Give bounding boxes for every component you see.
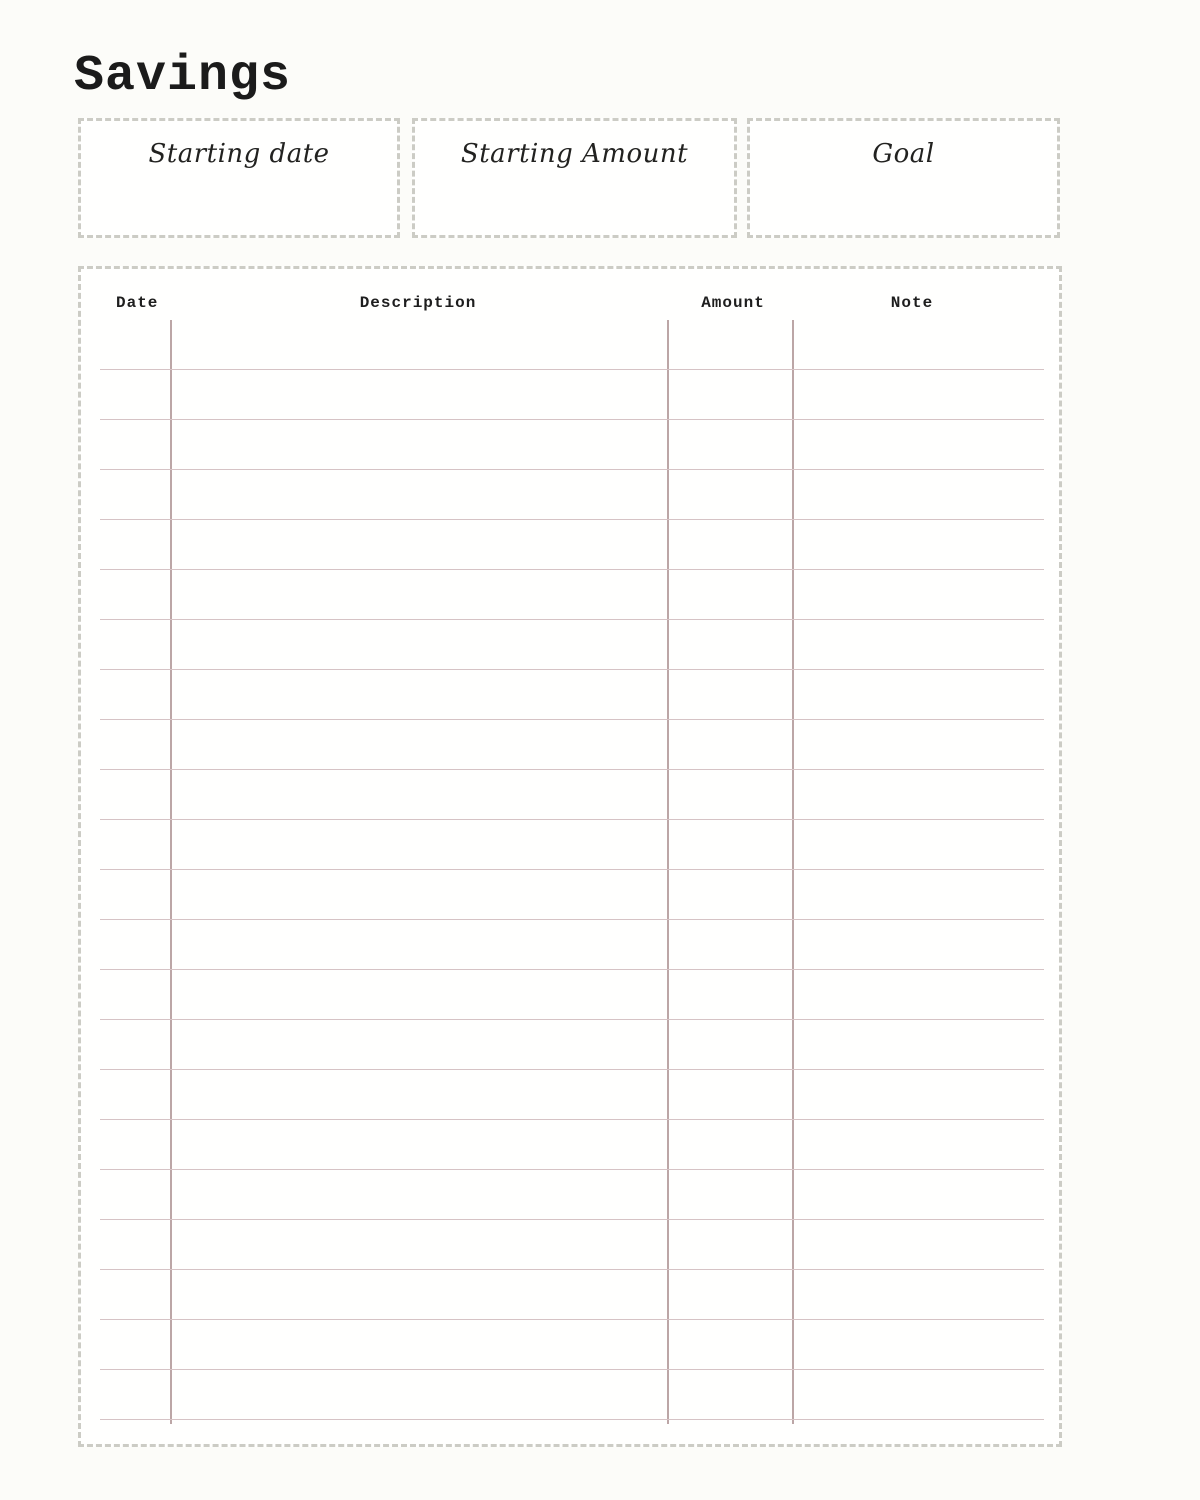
table-row [100,620,1044,670]
cell-description[interactable] [170,820,667,869]
cell-amount[interactable] [667,420,792,469]
cell-amount[interactable] [667,1120,792,1169]
cell-date[interactable] [100,1370,170,1419]
table-row [100,670,1044,720]
cell-note[interactable] [792,1270,1044,1319]
cell-date[interactable] [100,670,170,719]
cell-description[interactable] [170,770,667,819]
cell-description[interactable] [170,720,667,769]
cell-description[interactable] [170,1120,667,1169]
cell-description[interactable] [170,970,667,1019]
table-row [100,520,1044,570]
column-header-date: Date [116,294,159,312]
cell-description[interactable] [170,1370,667,1419]
cell-description[interactable] [170,1070,667,1119]
table-row [100,370,1044,420]
savings-table [78,266,1062,1447]
cell-date[interactable] [100,520,170,569]
cell-amount[interactable] [667,1020,792,1069]
cell-note[interactable] [792,1020,1044,1069]
column-header-amount: Amount [701,294,765,312]
cell-amount[interactable] [667,1370,792,1419]
cell-note[interactable] [792,820,1044,869]
table-row [100,570,1044,620]
cell-note[interactable] [792,770,1044,819]
cell-description[interactable] [170,670,667,719]
table-row [100,870,1044,920]
cell-date[interactable] [100,870,170,919]
cell-date[interactable] [100,820,170,869]
goal-field[interactable] [747,118,1060,238]
cell-note[interactable] [792,1070,1044,1119]
cell-description[interactable] [170,1270,667,1319]
table-row [100,320,1044,370]
table-row [100,420,1044,470]
cell-date[interactable] [100,1270,170,1319]
cell-amount[interactable] [667,970,792,1019]
cell-date[interactable] [100,970,170,1019]
cell-description[interactable] [170,570,667,619]
starting-amount-field[interactable] [412,118,737,238]
cell-description[interactable] [170,1220,667,1269]
cell-description[interactable] [170,1020,667,1069]
cell-description[interactable] [170,1170,667,1219]
cell-amount[interactable] [667,1070,792,1119]
cell-description[interactable] [170,920,667,969]
cell-amount[interactable] [667,520,792,569]
cell-date[interactable] [100,1170,170,1219]
cell-date[interactable] [100,1320,170,1369]
cell-amount[interactable] [667,870,792,919]
table-row [100,820,1044,870]
cell-date[interactable] [100,320,170,369]
cell-amount[interactable] [667,320,792,369]
table-row [100,470,1044,520]
cell-amount[interactable] [667,370,792,419]
starting-date-field[interactable] [78,118,400,238]
starting-date-label: Starting date [148,139,330,169]
cell-description[interactable] [170,420,667,469]
page-title: Savings [74,48,292,105]
cell-note[interactable] [792,670,1044,719]
cell-note[interactable] [792,1120,1044,1169]
cell-date[interactable] [100,920,170,969]
cell-date[interactable] [100,470,170,519]
table-row [100,770,1044,820]
starting-amount-label: Starting Amount [460,139,689,169]
cell-note[interactable] [792,620,1044,669]
table-row [100,1120,1044,1170]
cell-amount[interactable] [667,770,792,819]
goal-label: Goal [872,139,935,169]
table-row [100,1320,1044,1370]
cell-description[interactable] [170,520,667,569]
cell-amount[interactable] [667,570,792,619]
table-row [100,1270,1044,1320]
table-row [100,720,1044,770]
table-row [100,1370,1044,1420]
column-header-note: Note [890,294,934,312]
cell-date[interactable] [100,1220,170,1269]
table-row [100,1170,1044,1220]
cell-note[interactable] [792,370,1044,419]
cell-date[interactable] [100,1020,170,1069]
table-row [100,920,1044,970]
cell-note[interactable] [792,920,1044,969]
cell-description[interactable] [170,620,667,669]
cell-date[interactable] [100,1070,170,1119]
cell-note[interactable] [792,1370,1044,1419]
cell-amount[interactable] [667,670,792,719]
cell-date[interactable] [100,570,170,619]
cell-amount[interactable] [667,720,792,769]
cell-description[interactable] [170,370,667,419]
cell-amount[interactable] [667,1320,792,1369]
cell-amount[interactable] [667,620,792,669]
table-rows [100,320,1044,1420]
cell-note[interactable] [792,470,1044,519]
cell-date[interactable] [100,370,170,419]
cell-date[interactable] [100,620,170,669]
cell-note[interactable] [792,720,1044,769]
cell-note[interactable] [792,1170,1044,1219]
cell-description[interactable] [170,320,667,369]
cell-note[interactable] [792,570,1044,619]
cell-description[interactable] [170,470,667,519]
cell-date[interactable] [100,420,170,469]
cell-note[interactable] [792,970,1044,1019]
table-row [100,1070,1044,1120]
cell-note[interactable] [792,1320,1044,1369]
cell-amount[interactable] [667,820,792,869]
table-row [100,1220,1044,1270]
cell-date[interactable] [100,770,170,819]
cell-amount[interactable] [667,1170,792,1219]
column-header-description: Description [359,294,477,312]
cell-date[interactable] [100,720,170,769]
table-row [100,1020,1044,1070]
cell-note[interactable] [792,870,1044,919]
cell-note[interactable] [792,320,1044,369]
cell-note[interactable] [792,520,1044,569]
cell-note[interactable] [792,420,1044,469]
cell-amount[interactable] [667,920,792,969]
table-row [100,970,1044,1020]
cell-amount[interactable] [667,1270,792,1319]
cell-note[interactable] [792,1220,1044,1269]
cell-description[interactable] [170,1320,667,1369]
cell-amount[interactable] [667,470,792,519]
cell-amount[interactable] [667,1220,792,1269]
cell-date[interactable] [100,1120,170,1169]
cell-description[interactable] [170,870,667,919]
